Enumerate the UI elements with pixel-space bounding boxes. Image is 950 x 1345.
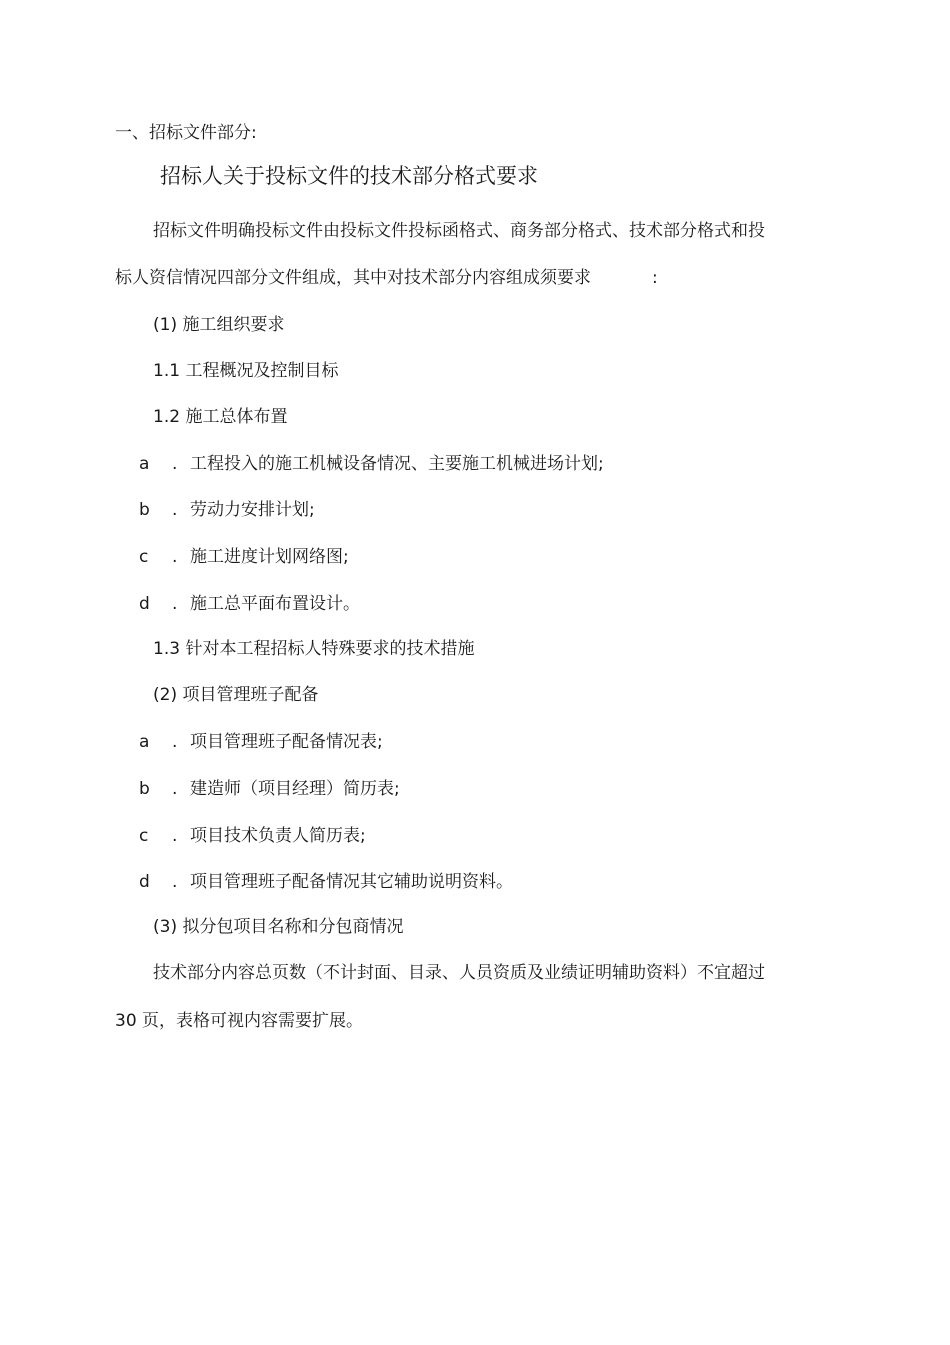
item-1-2: 1.2 施工总体布置 — [153, 407, 288, 427]
list-item-dot: . — [172, 826, 178, 846]
list-item-dot: . — [172, 872, 178, 892]
list-item-marker: b — [139, 500, 150, 520]
list-item-text: 建造师（项目经理）简历表; — [190, 779, 400, 799]
closing-line-2: 30 页，表格可视内容需要扩展。 — [115, 1011, 364, 1031]
section-heading: 一、招标文件部分: — [115, 123, 257, 143]
closing-line-1: 技术部分内容总页数（不计封面、目录、人员资质及业绩证明辅助资料）不宜超过 — [153, 963, 765, 983]
list-item-text: 项目技术负责人简历表; — [190, 826, 366, 846]
part1-heading: (1) 施工组织要求 — [153, 315, 285, 335]
list-item-marker: a — [139, 732, 150, 752]
part2-heading: (2) 项目管理班子配备 — [153, 685, 319, 705]
list-item-marker: c — [139, 826, 149, 846]
list-item-text: 施工总平面布置设计。 — [190, 594, 360, 614]
list-item-dot: . — [172, 779, 178, 799]
list-item-marker: a — [139, 454, 150, 474]
part3-heading: (3) 拟分包项目名称和分包商情况 — [153, 917, 404, 937]
list-item-dot: . — [172, 500, 178, 520]
list-item-text: 工程投入的施工机械设备情况、主要施工机械进场计划; — [190, 454, 604, 474]
list-item-dot: . — [172, 454, 178, 474]
list-item-dot: . — [172, 732, 178, 752]
list-item-marker: b — [139, 779, 150, 799]
list-item-dot: . — [172, 547, 178, 567]
list-item-marker: d — [139, 872, 150, 892]
list-item-dot: . — [172, 594, 178, 614]
list-item-text: 劳动力安排计划; — [190, 500, 315, 520]
list-item-marker: d — [139, 594, 150, 614]
item-1-1: 1.1 工程概况及控制目标 — [153, 361, 339, 381]
list-item-marker: c — [139, 547, 149, 567]
list-item-text: 施工进度计划网络图; — [190, 547, 349, 567]
list-item-text: 项目管理班子配备情况表; — [190, 732, 383, 752]
intro-line-2-colon: : — [652, 268, 658, 288]
document-title: 招标人关于投标文件的技术部分格式要求 — [160, 164, 538, 188]
list-item-text: 项目管理班子配备情况其它辅助说明资料。 — [190, 872, 513, 892]
intro-line-2: 标人资信情况四部分文件组成，其中对技术部分内容组成须要求 — [115, 268, 591, 288]
intro-line-1: 招标文件明确投标文件由投标文件投标函格式、商务部分格式、技术部分格式和投 — [153, 221, 765, 241]
item-1-3: 1.3 针对本工程招标人特殊要求的技术措施 — [153, 639, 475, 659]
